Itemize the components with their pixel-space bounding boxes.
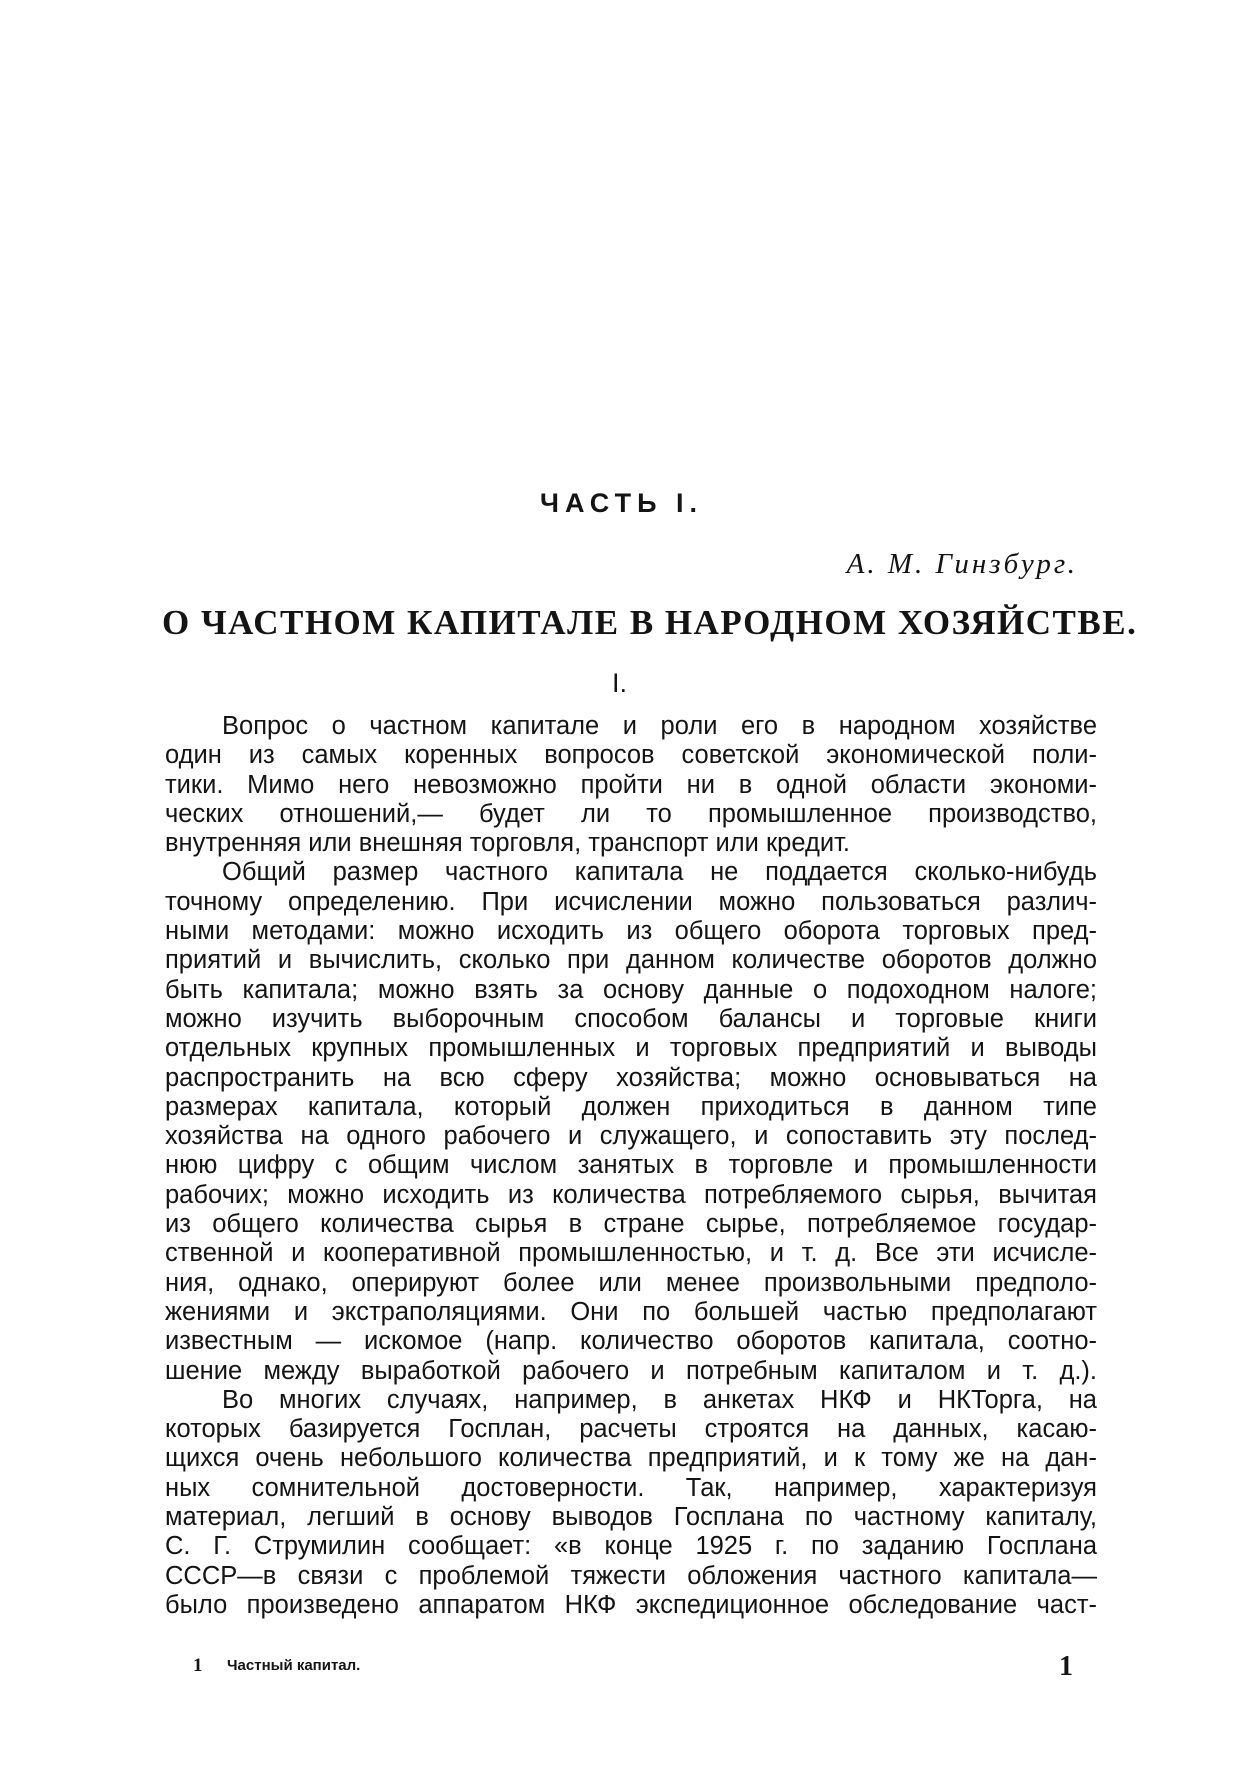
- signature-number: 1: [193, 1655, 203, 1676]
- text-line: приятий и вычислить, сколько при данном количестве оборотов должно: [165, 946, 1097, 975]
- section-number: I.: [612, 668, 628, 698]
- part-heading: ЧАСТЬ I.: [540, 488, 704, 518]
- text-line: щихся очень небольшого количества предприятий, и к тому же на дан-: [165, 1444, 1097, 1473]
- text-line: из общего количества сырья в стране сырье, потребляемое государ-: [165, 1210, 1097, 1239]
- text-line: внутренняя или внешняя торговля, транспорт или кредит.: [165, 829, 851, 858]
- text-line: распространить на всю сферу хозяйства; можно основываться на: [165, 1063, 1097, 1092]
- body-text: [165, 712, 1097, 1620]
- text-line: материал, легший в основу выводов Госплана по частному капиталу,: [165, 1503, 1097, 1532]
- text-line: которых базируется Госплан, расчеты строятся на данных, касаю-: [165, 1415, 1097, 1444]
- text-line: можно изучить выборочным способом балансы и торговые книги: [165, 1004, 1097, 1033]
- text-line: жениями и экстраполяциями. Они по большей частью предполагают: [165, 1297, 1097, 1326]
- text-line: Вопрос о частном капитале и роли его в народном хозяйстве: [222, 712, 1097, 740]
- text-line: нюю цифру с общим числом занятых в торговле и промышленности: [165, 1151, 1097, 1180]
- text-line: ственной и кооперативной промышленностью, и т. д. Все эти исчисле-: [165, 1239, 1097, 1268]
- text-line: хозяйства на одного рабочего и служащего, и сопоставить эту послед-: [165, 1122, 1097, 1151]
- page-footer: [193, 1651, 1073, 1681]
- text-line: известным — искомое (напр. количество оборотов капитала, соотно-: [165, 1327, 1097, 1356]
- text-line: один из самых коренных вопросов советской экономической поли-: [165, 741, 1097, 770]
- text-line: ния, однако, оперируют более или менее произвольными предполо-: [165, 1268, 1097, 1297]
- text-line: шение между выработкой рабочего и потребным капиталом и т. д.).: [165, 1356, 1097, 1385]
- text-line: Во многих случаях, например, в анкетах НКФ и НКТорга, на: [222, 1385, 1097, 1414]
- text-line: точному определению. При исчислении можно пользоваться различ-: [165, 887, 1097, 916]
- text-line: быть капитала; можно взять за основу данные о подоходном налоге;: [165, 975, 1097, 1004]
- text-line: рабочих; можно исходить из количества потребляемого сырья, вычитая: [165, 1180, 1097, 1209]
- text-line: ных сомнительной достоверности. Так, например, характеризуя: [165, 1473, 1097, 1502]
- text-line: С. Г. Струмилин сообщает: «в конце 1925 г. по заданию Госплана: [165, 1532, 1097, 1561]
- text-line: ческих отношений,— будет ли то промышленное производство,: [165, 799, 1097, 828]
- article-title: О ЧАСТНОМ КАПИТАЛЕ В НАРОДНОМ ХОЗЯЙСТВЕ.: [162, 603, 1138, 642]
- signature-title: Частный капитал.: [227, 1657, 361, 1674]
- text-line: отдельных крупных промышленных и торговых предприятий и выводы: [165, 1034, 1097, 1063]
- text-line: тики. Мимо него невозможно пройти ни в одной области экономи-: [165, 770, 1097, 799]
- page-number: 1: [1059, 1651, 1073, 1682]
- text-line: было произведено аппаратом НКФ экспедиционное обследование част-: [165, 1590, 1097, 1619]
- text-line: размерах капитала, который должен приходиться в данном типе: [165, 1092, 1097, 1121]
- text-line: СССР—в связи с проблемой тяжести обложения частного капитала—: [165, 1561, 1097, 1590]
- text-line: ными методами: можно исходить из общего оборота торговых пред-: [165, 917, 1097, 946]
- text-line: Общий размер частного капитала не поддается сколько-нибудь: [222, 858, 1097, 887]
- author-name: А. М. Гинзбург.: [846, 548, 1078, 580]
